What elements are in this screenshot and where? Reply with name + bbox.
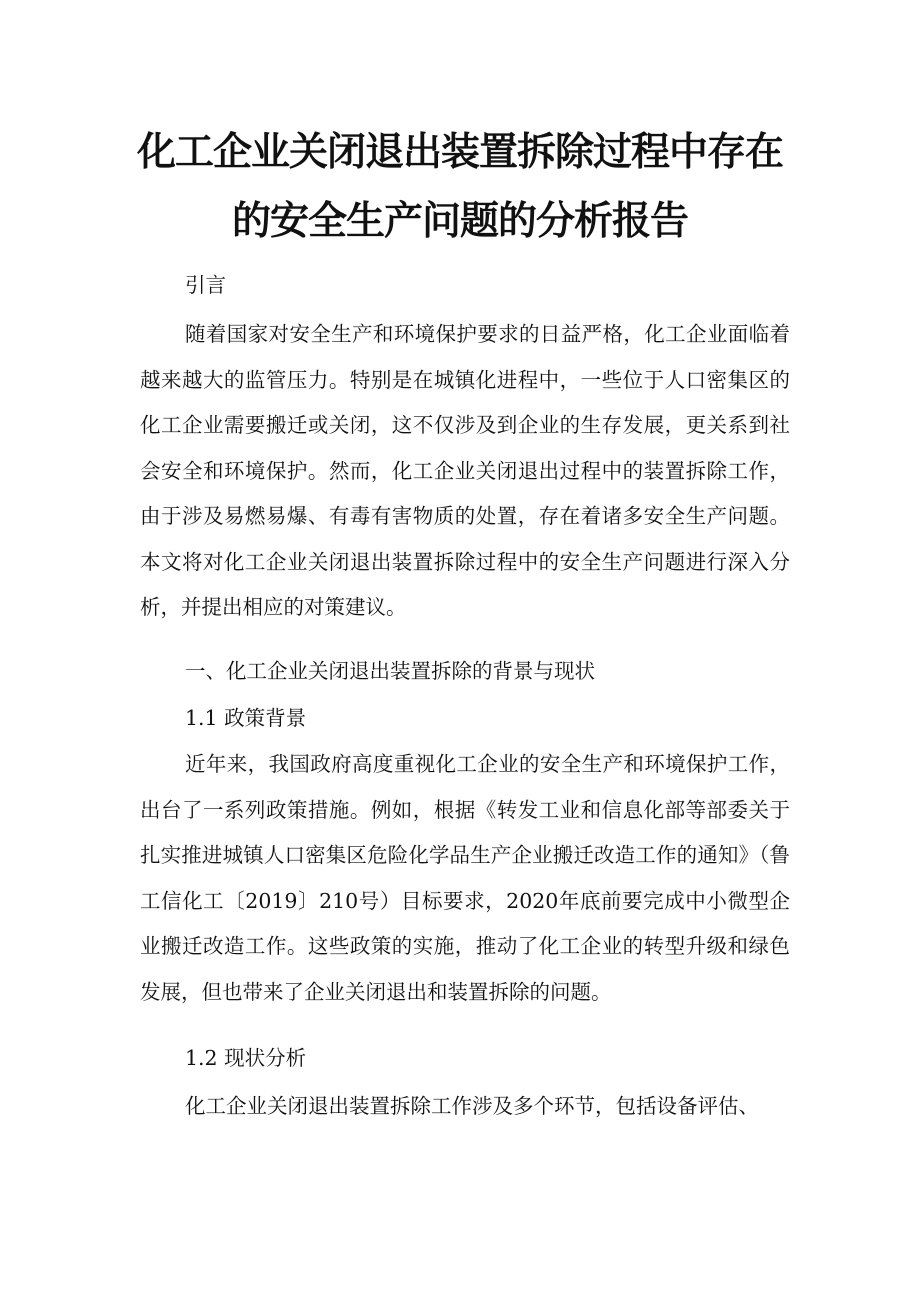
section-1-1-paragraph: 近年来，我国政府高度重视化工企业的安全生产和环境保护工作，出台了一系列政策措施。例如，根据《转发工业和信息化部等部委关于扎实推进城镇人口密集区危险化学品生产企业搬迁改造工作的通知》（鲁工信化工〔2019〕210号）目标要求，2020年底前要完成中小微型企业搬迁改造工作。这些政策的实施，推动了化工企业的转型升级和绿色发展，但也带来了企业关闭退出和装置拆除的问题。 [140, 752, 790, 1004]
intro-paragraph-block [140, 312, 790, 631]
intro-heading: 引言 [185, 273, 226, 297]
document-title-line-1: 化工企业关闭退出装置拆除过程中存在 [136, 130, 783, 175]
section-1-1-paragraph-block [140, 742, 790, 1015]
section-1-heading: 一、化工企业关闭退出装置拆除的背景与现状 [185, 659, 595, 683]
intro-paragraph: 随着国家对安全生产和环境保护要求的日益严格，化工企业面临着越来越大的监管压力。特别是在城镇化进程中，一些位于人口密集区的化工企业需要搬迁或关闭，这不仅涉及到企业的生存发展，更关系到社会安全和环境保护。然而，化工企业关闭退出过程中的装置拆除工作，由于涉及易燃易爆、有毒有害物质的处置，存在着诸多安全生产问题。本文将对化工企业关闭退出装置拆除过程中的安全生产问题进行深入分析，并提出相应的对策建议。 [140, 322, 790, 619]
section-1-1-heading: 1.1 政策背景 [185, 706, 307, 730]
document-title-line-2: 的安全生产问题的分析报告 [231, 199, 688, 244]
section-1-2-heading: 1.2 现状分析 [185, 1046, 307, 1070]
section-1-2-paragraph-block [140, 1084, 790, 1130]
section-1-2-paragraph: 化工企业关闭退出装置拆除工作涉及多个环节，包括设备评估、 [185, 1094, 759, 1118]
